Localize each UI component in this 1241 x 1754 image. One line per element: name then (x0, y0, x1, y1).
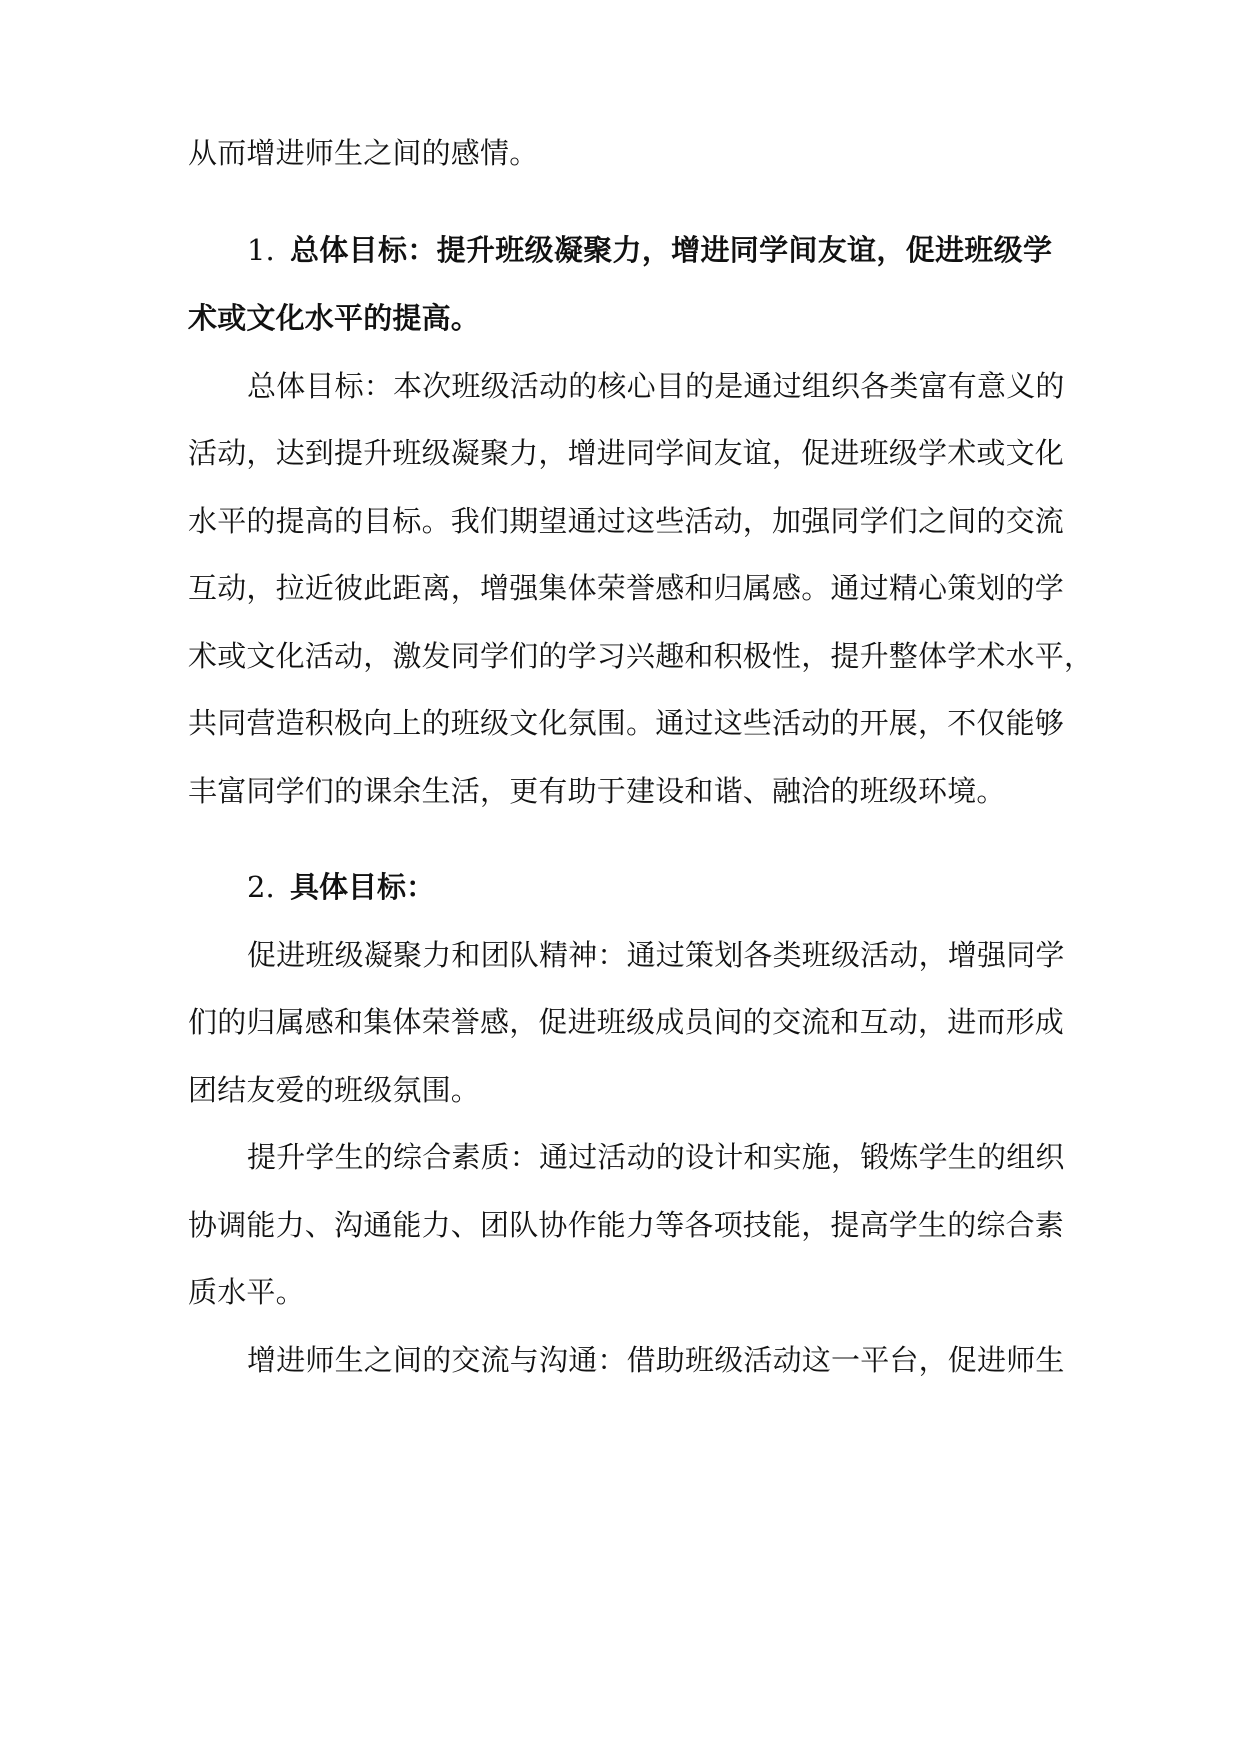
section1-title-line1: 总体目标：提升班级凝聚力，增进同学间友谊，促进班级学 (290, 233, 1052, 267)
paragraph-line: 丰富同学们的课余生活，更有助于建设和谐、融洽的班级环境。 (188, 774, 1006, 808)
section1-title-line2: 术或文化水平的提高。 (188, 301, 481, 335)
paragraph-line: 增进师生之间的交流与沟通：借助班级活动这一平台，促进师生 (247, 1343, 1065, 1377)
paragraph-line: 们的归属感和集体荣誉感，促进班级成员间的交流和互动，进而形成 (188, 1005, 1065, 1039)
section2-title: 具体目标： (290, 870, 436, 904)
paragraph-line: 促进班级凝聚力和团队精神：通过策划各类班级活动，增强同学 (247, 938, 1065, 972)
paragraph-line: 水平的提高的目标。我们期望通过这些活动，加强同学们之间的交流 (188, 504, 1065, 538)
paragraph-line: 团结友爱的班级氛围。 (188, 1073, 481, 1107)
paragraph-line: 术或文化活动，激发同学们的学习兴趣和积极性，提升整体学术水平， (188, 639, 1094, 673)
paragraph-line: 共同营造积极向上的班级文化氛围。通过这些活动的开展，不仅能够 (188, 706, 1065, 740)
section2-number: 2. (247, 870, 275, 904)
intro-tail-line: 从而增进师生之间的感情。 (188, 136, 539, 170)
paragraph-line: 活动，达到提升班级凝聚力，增进同学间友谊，促进班级学术或文化 (188, 436, 1065, 470)
paragraph-line: 协调能力、沟通能力、团队协作能力等各项技能，提高学生的综合素 (188, 1208, 1065, 1242)
paragraph-line: 总体目标：本次班级活动的核心目的是通过组织各类富有意义的 (247, 369, 1065, 403)
section1-number: 1. (247, 233, 275, 267)
paragraph-line: 提升学生的综合素质：通过活动的设计和实施，锻炼学生的组织 (247, 1140, 1065, 1174)
paragraph-line: 互动，拉近彼此距离，增强集体荣誉感和归属感。通过精心策划的学 (188, 571, 1065, 605)
paragraph-line: 质水平。 (188, 1275, 305, 1309)
